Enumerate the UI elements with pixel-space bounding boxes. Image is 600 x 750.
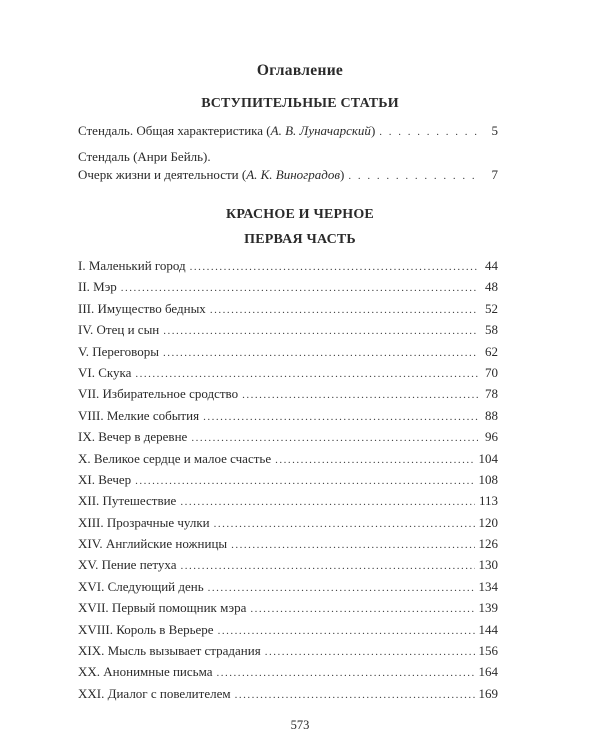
dot-leader	[135, 364, 478, 385]
intro-heading: ВСТУПИТЕЛЬНЫЕ СТАТЬИ	[201, 96, 399, 111]
page-ref: 58	[485, 322, 498, 338]
dot-leader	[135, 471, 474, 492]
chapter-title: XIV. Английские ножницы	[78, 536, 228, 552]
dot-leader	[214, 514, 475, 535]
page-ref: 130	[478, 557, 498, 573]
dot-leader	[163, 343, 478, 364]
page-ref: 88	[485, 407, 498, 423]
novel-title: КРАСНОЕ И ЧЕРНОЕ	[226, 207, 374, 222]
toc-entry	[78, 597, 498, 618]
toc-entry	[78, 362, 498, 383]
toc-entry	[78, 448, 498, 469]
toc-entry	[78, 469, 498, 490]
chapter-title: XV. Пение петуха	[78, 557, 177, 573]
toc-entry	[78, 276, 498, 297]
page-ref: 126	[478, 536, 498, 552]
toc-entry	[78, 426, 498, 447]
dot-leader	[275, 450, 474, 471]
page-ref: 44	[485, 258, 498, 273]
page-ref: 96	[485, 429, 498, 445]
intro-entry	[78, 166, 498, 185]
chapter-title: VII. Избирательное сродство	[78, 386, 239, 402]
chapter-title: V. Переговоры	[78, 343, 159, 359]
intro-entry	[78, 122, 498, 141]
page-ref: 108	[478, 471, 498, 487]
dot-leader	[203, 407, 478, 428]
dot-leader	[218, 621, 475, 642]
page-ref: 104	[478, 450, 498, 466]
dot-leader	[379, 123, 478, 141]
page-ref: 134	[478, 578, 498, 594]
dot-leader	[235, 685, 475, 706]
chapter-title: XIX. Мысль вызывает страдания	[78, 643, 261, 659]
dot-leader	[231, 535, 474, 556]
toc-entry	[78, 640, 498, 661]
chapter-title: XII. Путешествие	[78, 493, 177, 509]
page-ref: 5	[491, 123, 498, 138]
chapter-title: IV. Отец и сын	[78, 322, 160, 338]
toc-entry	[78, 533, 498, 554]
chapter-title: XIII. Прозрачные чулки	[78, 514, 210, 530]
toc-entry	[78, 298, 498, 319]
chapter-title: XX. Анонимные письма	[78, 664, 213, 680]
toc-entry	[78, 576, 498, 597]
page-ref: 70	[485, 364, 498, 380]
chapter-title: I. Маленький город	[78, 258, 186, 273]
dot-leader	[208, 578, 475, 599]
toc-entry	[78, 255, 498, 276]
chapter-list	[78, 255, 498, 704]
chapter-title: II. Мэр	[78, 279, 117, 295]
page-ref: 113	[478, 493, 498, 509]
chapter-title: VIII. Мелкие события	[78, 407, 200, 423]
page-ref: 52	[485, 300, 498, 316]
page-ref: 7	[491, 167, 498, 182]
toc-entry	[78, 341, 498, 362]
page-ref: 120	[478, 514, 498, 530]
page-ref: 156	[478, 643, 498, 659]
toc-entry	[78, 619, 498, 640]
dot-leader	[210, 300, 478, 321]
intro-entry-title: Очерк жизни и деятельности (А. К. Виноградов)	[78, 167, 345, 182]
chapter-title: III. Имущество бедных	[78, 300, 206, 316]
dot-leader	[181, 556, 475, 577]
chapter-title: XI. Вечер	[78, 471, 132, 487]
toc-entry	[78, 383, 498, 404]
toc-entry	[78, 661, 498, 682]
dot-leader	[217, 663, 475, 684]
page-title: Оглавление	[256, 62, 344, 79]
chapter-title: VI. Скука	[78, 364, 132, 380]
page-ref: 144	[478, 621, 498, 637]
intro-entry-line: Стендаль (Анри Бейль).	[78, 149, 211, 164]
chapter-title: X. Великое сердце и малое счастье	[78, 450, 272, 466]
dot-leader	[265, 642, 475, 663]
toc-entry	[78, 554, 498, 575]
page-ref: 139	[478, 600, 498, 616]
page-ref: 48	[485, 279, 498, 295]
dot-leader	[121, 278, 478, 299]
page-number: 573	[290, 718, 310, 732]
chapter-title: XXI. Диалог с повелителем	[78, 685, 231, 701]
toc-entry	[78, 319, 498, 340]
toc-entry	[78, 683, 498, 704]
dot-leader	[180, 492, 475, 513]
dot-leader	[190, 257, 478, 278]
chapter-title: XVI. Следующий день	[78, 578, 204, 594]
dot-leader	[191, 428, 478, 449]
dot-leader	[163, 321, 478, 342]
toc-entry	[78, 405, 498, 426]
intro-entry-title: Стендаль. Общая характеристика (А. В. Луначарский)	[78, 123, 376, 138]
dot-leader	[348, 167, 478, 185]
page-ref: 78	[485, 386, 498, 402]
chapter-title: IX. Вечер в деревне	[78, 429, 188, 445]
page-ref: 164	[478, 664, 498, 680]
dot-leader	[242, 385, 478, 406]
toc-entry	[78, 512, 498, 533]
author-name: А. В. Луначарский	[270, 123, 371, 138]
part-heading: ПЕРВАЯ ЧАСТЬ	[244, 232, 356, 247]
chapter-title: XVII. Первый помощник мэра	[78, 600, 247, 616]
dot-leader	[250, 599, 474, 620]
chapter-title: XVIII. Король в Верьере	[78, 621, 214, 637]
page-ref: 62	[485, 343, 498, 359]
page-ref: 169	[478, 685, 498, 701]
toc-entry	[78, 490, 498, 511]
author-name: А. К. Виноградов	[246, 167, 340, 182]
